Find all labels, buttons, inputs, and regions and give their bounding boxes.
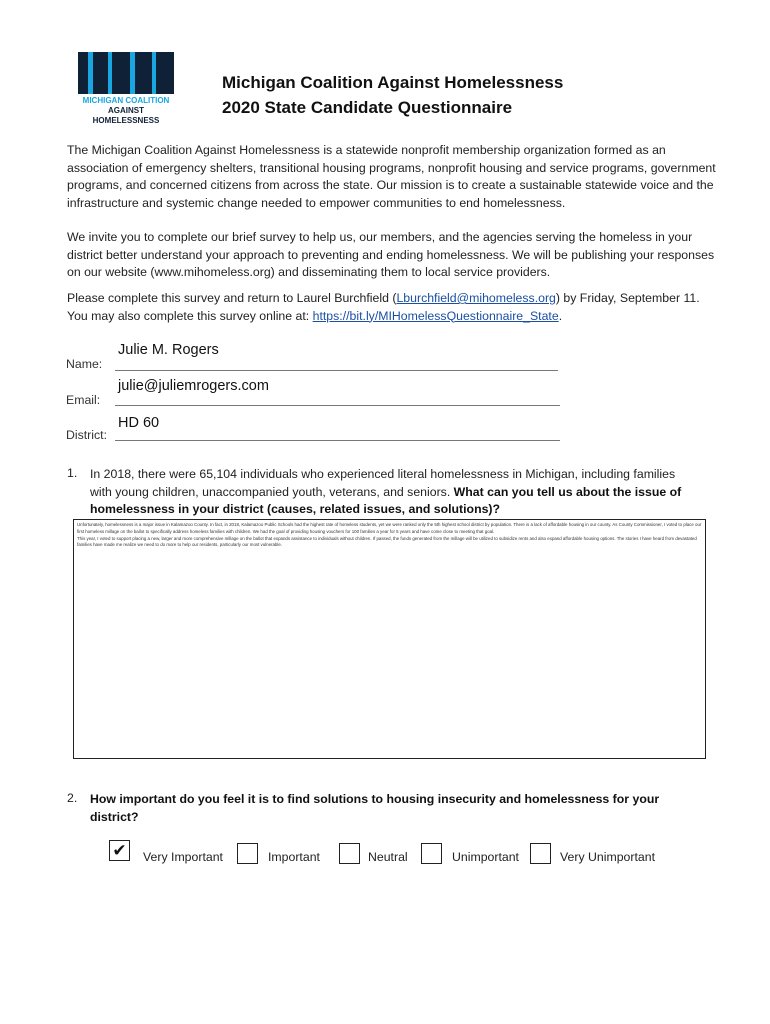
intro-paragraph-3 — [67, 290, 707, 325]
option-label-very-unimportant: Very Unimportant — [560, 850, 656, 864]
option-label-very-important: Very Important — [143, 850, 223, 864]
question-1-answer-text — [77, 522, 702, 549]
mcah-logo — [75, 50, 177, 125]
checkbox-very-important[interactable]: ✔ — [109, 840, 130, 861]
name-underline — [115, 370, 558, 371]
logo-text — [75, 96, 177, 126]
district-underline — [115, 440, 560, 441]
intro-paragraph-1: The Michigan Coalition Against Homelessness is a statewide nonprofit membership organization formed as an association of emergency shelters, transitional housing programs, nonprofit housing and service programs, government programs, and concerned citizens from across the state. Our mission is to create a sustainable statewide voice and the infrastructure and systemic change needed to empower communities to end homelessness. — [67, 143, 716, 210]
logo-line-1: MICHIGAN COALITION — [82, 96, 170, 105]
checkbox-unimportant[interactable] — [421, 843, 442, 864]
email-underline — [115, 405, 560, 406]
p3-text-middle: ) by Friday, September 11. You may also complete this survey online at: — [67, 291, 700, 323]
district-field[interactable]: HD 60 — [118, 415, 160, 431]
question-2-number: 2. — [67, 791, 78, 805]
title-line-1: Michigan Coalition Against Homelessness — [222, 73, 564, 92]
email-field[interactable]: julie@juliemrogers.com — [118, 378, 269, 394]
question-2-bold: How important do you feel it is to find solutions to housing insecurity and homelessness for your district? — [90, 792, 660, 824]
p3-text-after: . — [558, 308, 563, 323]
district-label: District: — [66, 428, 107, 442]
p3-text-before: Please complete this survey and return to Laurel Burchfield ( — [67, 291, 397, 305]
checkbox-neutral[interactable] — [339, 843, 360, 864]
title-line-2: 2020 State Candidate Questionnaire — [222, 98, 513, 117]
logo-line-2: AGAINST HOMELESSNESS — [92, 106, 160, 125]
intro-paragraph-2: We invite you to complete our brief survey to help us, our members, and the agencies serving the homeless in your district better understand your approach to preventing and ending homelessness. We will be publishing your responses on our website (www.mihomeless.org) and disseminating them to local service providers. — [67, 230, 715, 280]
logo-graphic — [78, 52, 174, 94]
checkbox-important[interactable] — [237, 843, 258, 864]
contact-email-link[interactable]: Lburchfield@mihomeless.org — [396, 291, 556, 305]
answer-paragraph-2: This year, I voted to support placing a new, larger and more comprehensive millage on the ballot that expands assistance to individuals without children. If passed, the funds generated from the millage will be utilized to subsidize rents and also expand affordable housing options. The stories I have heard from devastated families have made me realize we need to do more to help our residents, particularly our most vulnerable. — [77, 535, 697, 548]
option-label-unimportant: Unimportant — [452, 850, 519, 864]
checkbox-very-unimportant[interactable] — [530, 843, 551, 864]
question-1-bold: What can you tell us about the issue of homelessness in your district (causes, related issues, and solutions)? — [90, 484, 682, 517]
question-2-text — [90, 791, 690, 826]
name-label: Name: — [66, 357, 103, 371]
option-label-neutral: Neutral — [368, 850, 408, 864]
email-label: Email: — [66, 393, 101, 407]
question-1-number: 1. — [67, 466, 78, 480]
name-field[interactable]: Julie M. Rogers — [118, 342, 219, 358]
option-label-important: Important — [268, 850, 320, 864]
question-1-prompt: In 2018, there were 65,104 individuals who experienced literal homelessness in Michigan, including families with young children, unaccompanied youth, veterans, and seniors. — [90, 467, 676, 499]
page-title — [222, 70, 563, 120]
answer-paragraph-1: Unfortunately, homelessness is a major issue in Kalamazoo County. In fact, in 2018, Kalamazoo Public Schools had the highest rate of homeless students, yet we were ranked only the 5th highest school district by population. There is a lack of affordable housing in our county. As County Commissioner, I voted to place our first homeless millage on the ballot to specifically address homeless families with children. We had the goal of providing housing vouchers for 100 families a year for 5 years and have come close to meeting that goal. — [77, 522, 702, 534]
question-1-answer-box[interactable] — [73, 519, 706, 759]
survey-online-link[interactable]: https://bit.ly/MIHomelessQuestionnaire_State — [312, 308, 559, 323]
question-1-text — [90, 466, 690, 519]
